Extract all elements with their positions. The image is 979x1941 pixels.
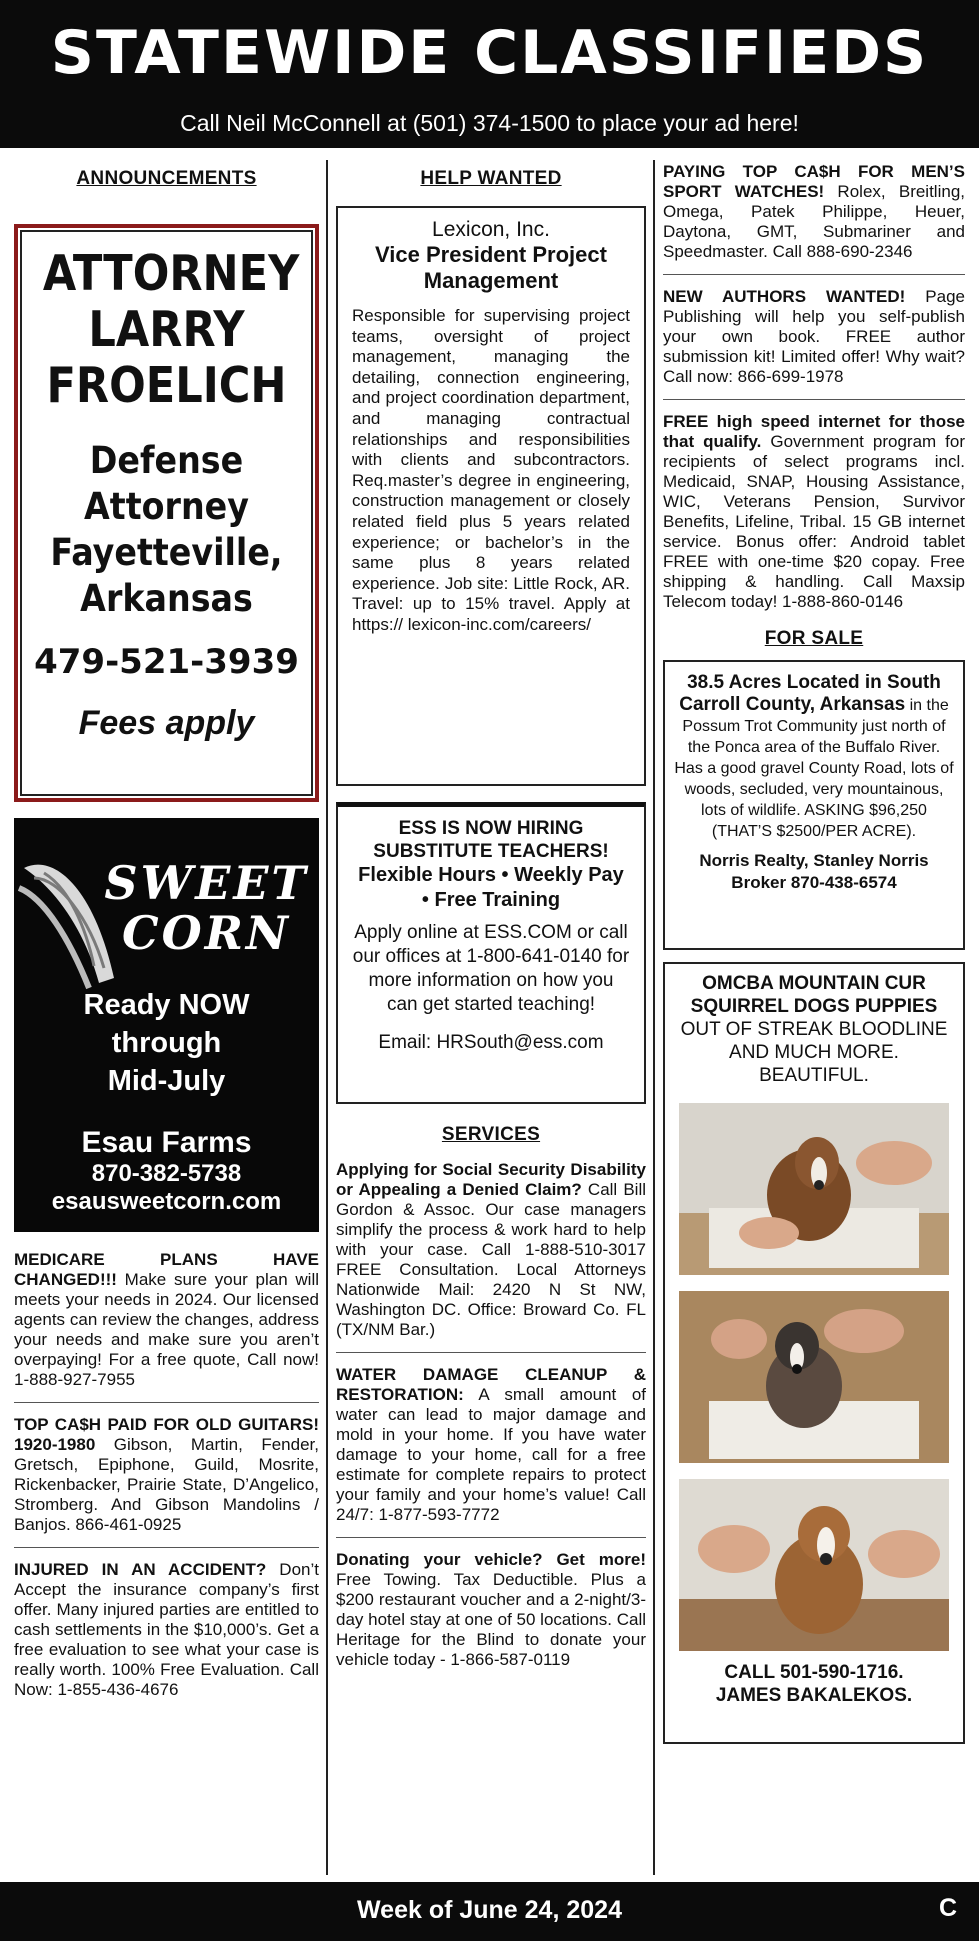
attorney-sub2: Attorney [84,485,249,528]
internet-lead: FREE high speed internet for those that qualify. [663,412,965,451]
ess-ad [336,802,646,1104]
dogs-call-1: CALL 501-590-1716. [724,1662,904,1683]
section-heading-services: SERVICES [441,1124,541,1145]
divider [663,274,965,275]
puppy-photo [679,1479,949,1651]
social-body: Call Bill Gordon & Assoc. Our case managers simplify the process & work hard to help with your case. Call 1-888-510-3017 FREE Consultation. Local Attorneys Nationwide Mail: 2420 N St NW, Washington DC. Office: Broward Co. FL (TX/NM Bar.) [336,1180,646,1339]
vehicle-lead: Donating your vehicle? Get more! [336,1550,646,1569]
column-divider [326,160,328,1875]
authors-lead: NEW AUTHORS WANTED! [663,287,906,306]
accident-body: Don’t Accept the insurance company’s first offer. Many injured parties are entitled to cash settlements in the $10,000’s. Get a free evaluation to see what your case is really worth. 100% Free Evaluation. Call Now: 1-855-436-4676 [14,1560,319,1699]
land-body: in the Possum Trot Community just north of the Ponca area of the Buffalo River. Has a good gravel County Road, lots of woods, secluded, very mountainous, lots of wildlife. ASKING $96,250 (THAT’S $2500/PER ACRE). [674,697,954,840]
guitars-ad [14,1415,319,1535]
attorney-line3: FROELICH [46,357,287,414]
dogs-title: OMCBA MOUNTAIN CUR SQUIRREL DOGS PUPPIES [690,973,938,1017]
land-footer: Norris Realty, Stanley Norris Broker 870-438-6574 [699,851,929,892]
corn-farm: Esau Farms [81,1126,252,1159]
vehicle-donation-ad [336,1550,646,1670]
attorney-ad [14,224,319,802]
ess-email: Email: HRSouth@ess.com [378,1032,604,1053]
accident-ad [14,1560,319,1700]
corn-ready-2: through [111,1027,222,1059]
guitars-body: Gibson, Martin, Fender, Gretsch, Epiphone, Guild, Mosrite, Rickenbacker, Prairie State, D’Angelico, Stromberg. And Gibson Mandolins / Banjos. 866-461-0925 [14,1435,319,1534]
column-misc [663,150,965,1880]
ess-body: Apply online at ESS.COM or call our offices at 1-800-641-0140 for more information on how you can get started teaching! [352,922,630,1015]
medicare-ad [14,1250,319,1390]
column-announcements [14,150,319,1880]
lexicon-role: Vice President Project Management [375,242,607,293]
page-title: STATEWIDE CLASSIFIEDS [50,18,929,88]
attorney-fees: Fees apply [78,704,255,742]
divider [336,1537,646,1538]
corn-phone: 870-382-5738 [91,1160,242,1187]
ess-subheading: Flexible Hours • Weekly Pay • Free Training [358,864,624,911]
divider [336,1352,646,1353]
corn-web: esausweetcorn.com [51,1188,282,1215]
watches-lead: PAYING TOP CA$H FOR MEN’S SPORT WATCHES! [663,162,965,201]
attorney-sub4: Arkansas [80,577,253,620]
attorney-line1: ATTORNEY [42,245,300,302]
authors-ad [663,287,965,387]
sweet-corn-brand-2: CORN [122,906,291,960]
footer [0,1882,979,1941]
social-security-ad [336,1160,646,1340]
dogs-body: OUT OF STREAK BLOODLINE AND MUCH MORE. BEAUTIFUL. [680,1019,948,1086]
puppies-ad [663,962,965,1744]
attorney-phone: 479-521-3939 [34,642,299,682]
accident-lead: INJURED IN AN ACCIDENT? [14,1560,267,1579]
masthead [0,0,979,148]
masthead-subtitle: Call Neil McConnell at (501) 374-1500 to place your ad here! [180,110,799,136]
guitars-lead: TOP CA$H PAID FOR OLD GUITARS! 1920-1980 [14,1415,319,1454]
internet-body: Government program for recipients of select programs incl. Medicaid, SNAP, Housing Assistance, WIC, Veterans Pension, Survivor Benefits, Lifeline, Tribal. 15 GB internet service. Bonus offer: Android tablet FREE with one-time $20 copay. Free shipping & handling. Call Maxsip Telecom today! 1-888-860-0146 [663,432,965,611]
water-damage-ad [336,1365,646,1525]
section-heading-help-wanted: HELP WANTED [420,168,562,189]
corn-ready-3: Mid-July [107,1065,226,1097]
corn-ready-1: Ready NOW [83,989,250,1021]
column-help-wanted [336,150,646,1880]
section-heading-announcements: ANNOUNCEMENTS [76,168,257,189]
water-body: A small amount of water can lead to major damage and mold in your home. If you have water damage to your home, call for a free estimate for complete repairs to protect your family and your home’s value! Call 24/7: 1-877-593-7772 [336,1385,646,1524]
divider [663,399,965,400]
lexicon-ad [336,206,646,786]
dogs-call-2: JAMES BAKALEKOS. [715,1685,913,1706]
ess-heading: ESS IS NOW HIRING SUBSTITUTE TEACHERS! [373,818,609,862]
divider [14,1547,319,1548]
issue-week: Week of June 24, 2024 [357,1896,622,1924]
authors-body: Page Publishing will help you self-publish your own book. FREE author submission kit! Limited offer! Why wait? Call now: 866-699-1978 [663,287,965,386]
land-ad [663,660,965,950]
water-lead: WATER DAMAGE CLEANUP & RESTORATION: [336,1365,646,1404]
lexicon-body: Responsible for supervising project teams, oversight of project management, managing the detailing, connection engineering, and project coordination department, and managing contractual relationships and responsibilities with clients and subcontractors. Req.master’s degree in engineering, construction management or closely related field plus 5 years related experience; or bachelor’s in the same plus 8 years related experience. Job site: Little Rock, AR. Travel: up to 15% travel. Apply at https:// lexicon-inc.com/careers/ [352,306,630,634]
social-lead: Applying for Social Security Disability or Appealing a Denied Claim? [336,1160,646,1199]
page-letter: C [938,1894,957,1922]
attorney-sub3: Fayetteville, [50,531,283,574]
internet-ad [663,412,965,612]
lexicon-company: Lexicon, Inc. [432,218,550,241]
section-heading-for-sale: FOR SALE [764,628,864,649]
column-divider [653,160,655,1875]
sweet-corn-brand-1: SWEET [104,856,309,910]
watches-ad [663,162,965,262]
medicare-lead: MEDICARE PLANS HAVE CHANGED!!! [14,1250,319,1289]
attorney-line2: LARRY [88,301,245,358]
puppy-photo [679,1103,949,1275]
land-title: 38.5 Acres Located in South Carroll County, Arkansas [679,672,941,715]
sweet-corn-ad [14,818,319,1232]
divider [14,1402,319,1403]
puppy-photo [679,1291,949,1463]
vehicle-body: Free Towing. Tax Deductible. Plus a $200 restaurant voucher and a 2-night/3-day hotel stay at one of 50 locations. Call Heritage for the Blind to donate your vehicle today - 1-866-587-0119 [336,1570,646,1669]
medicare-body: Make sure your plan will meets your needs in 2024. Our licensed agents can review the changes, address your needs and make sure you aren’t overpaying! For a free quote, Call now! 1-888-927-7955 [14,1270,319,1389]
watches-body: Rolex, Breitling, Omega, Patek Philippe, Heuer, Daytona, GMT, Submariner and Speedmaster. Call 888-690-2346 [663,182,965,261]
attorney-sub1: Defense [89,439,244,482]
